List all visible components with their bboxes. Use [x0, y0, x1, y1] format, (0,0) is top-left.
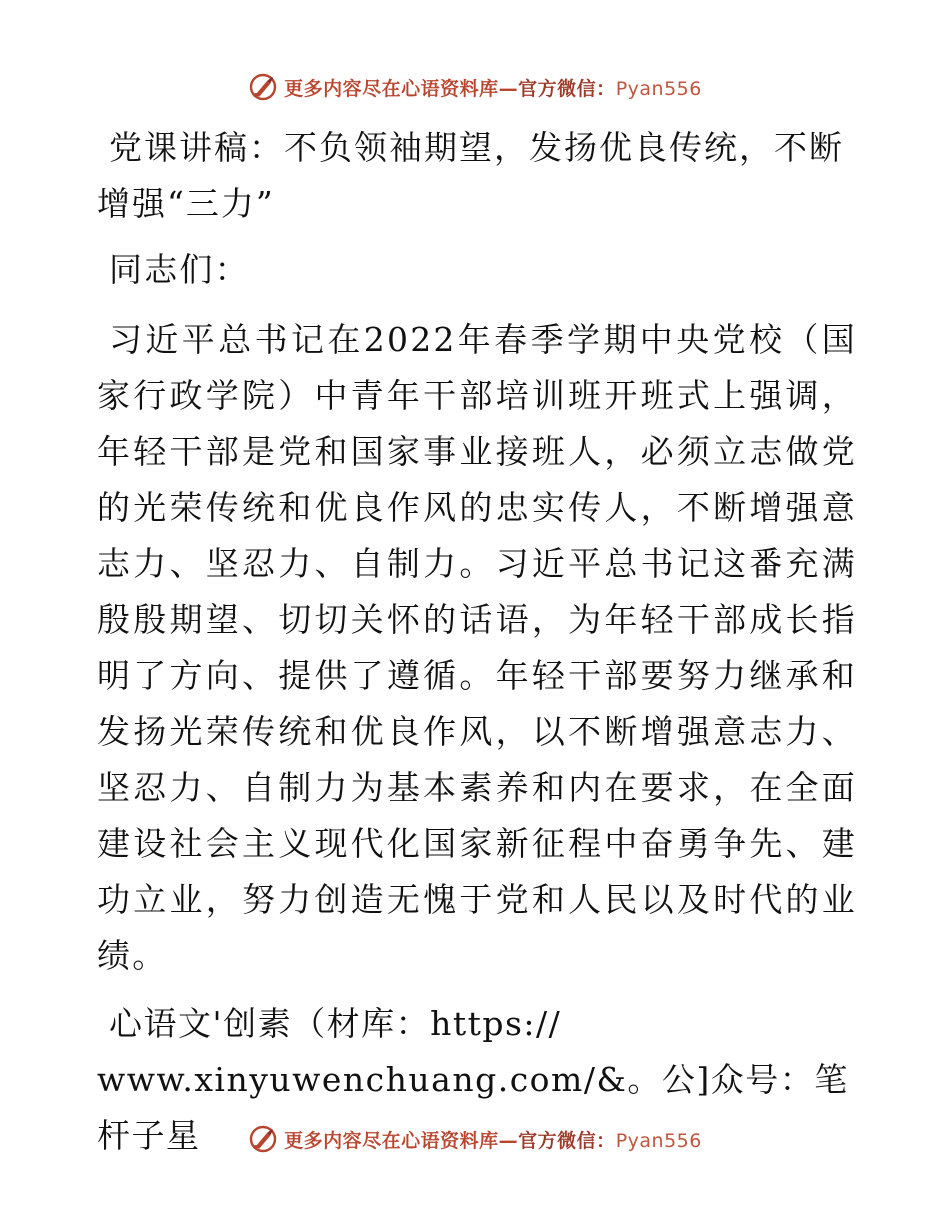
- banner-site-name: 更多内容尽在心语资料库: [284, 1129, 499, 1152]
- banner-wechat-id: Pyan556: [615, 1129, 702, 1152]
- banner-text: [284, 1126, 702, 1153]
- banner-dash: —: [498, 1129, 519, 1152]
- banner-wechat-label: 官方微信：: [518, 1129, 616, 1152]
- footer-banner: [0, 1124, 950, 1154]
- banner-wechat-label: 官方微信：: [518, 77, 616, 100]
- greeting: 同志们：: [109, 250, 250, 289]
- banner-wechat-id: Pyan556: [615, 77, 702, 100]
- banner-site-name: 更多内容尽在心语资料库: [284, 77, 499, 100]
- quill-pen-seal-icon: [248, 72, 278, 102]
- source-line-1: 心语文'创素（材库：https://: [109, 1004, 562, 1043]
- banner-dash: —: [498, 77, 519, 100]
- body-paragraph: 习近平总书记在2022年春季学期中央党校（国家行政学院）中青年干部培训班开班式上强调，年轻干部是党和国家事业接班人，必须立志做党的光荣传统和优良作风的忠实传人，不断增强意志力、坚忍力、自制力。习近平总书记这番充满殷殷期望、切切关怀的话语，为年轻干部成长指明了方向、提供了遵循。年轻干部要努力继承和发扬光荣传统和优良作风，以不断增强意志力、坚忍力、自制力为基本素养和内在要求，在全面建设社会主义现代化国家新征程中奋勇争先、建功立业，努力创造无愧于党和人民以及时代的业绩。: [97, 320, 857, 975]
- banner-text: [284, 74, 702, 101]
- header-banner: [0, 72, 950, 102]
- document-body: [97, 120, 857, 1164]
- document-title: 党课讲稿：不负领袖期望，发扬优良传统，不断增强“三力”: [97, 128, 844, 223]
- quill-pen-seal-icon: [248, 1124, 278, 1154]
- source-line-2: www.xinyuwenchuang.com/&。公]众号：笔杆子星: [97, 1060, 849, 1155]
